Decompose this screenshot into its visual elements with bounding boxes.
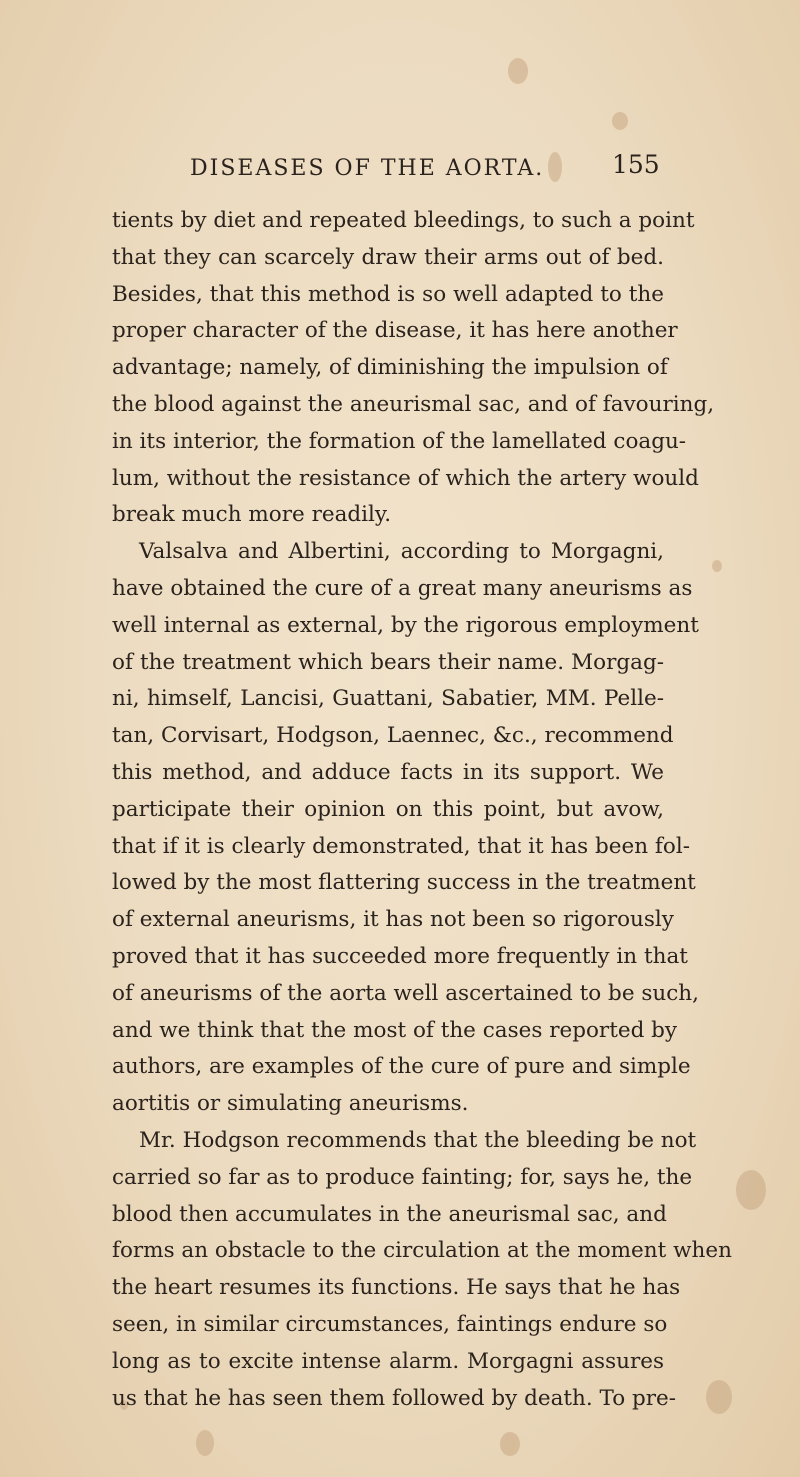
text-line: that they can scarcely draw their arms out of bed.: [112, 244, 664, 270]
foxing-spot: [712, 560, 722, 572]
text-line: of external aneurisms, it has not been so rigorously: [112, 907, 674, 933]
text-line: aortitis or simulating aneurisms.: [112, 1091, 469, 1117]
foxing-spot: [500, 1432, 520, 1456]
foxing-spot: [736, 1170, 766, 1210]
text-line: that if it is clearly demonstrated, that it has been fol-: [112, 833, 690, 859]
text-line: Besides, that this method is so well adapted to the: [112, 281, 664, 307]
text-line: advantage; namely, of diminishing the impulsion of: [112, 355, 668, 381]
text-line: tients by diet and repeated bleedings, to such a point: [112, 208, 695, 233]
text-line: lowed by the most flattering success in the treatment: [112, 870, 696, 896]
foxing-spot: [706, 1380, 732, 1414]
text-line: this method, and adduce facts in its support. We: [112, 759, 664, 785]
text-line: the blood against the aneurismal sac, and of favouring,: [112, 391, 715, 417]
text-line: ni, himself, Lancisi, Guattani, Sabatier, MM. Pelle-: [112, 686, 664, 712]
text-line: carried so far as to produce fainting; for, says he, the: [112, 1164, 693, 1190]
text-line: break much more readily.: [112, 502, 392, 528]
text-line: and we think that the most of the cases reported by: [112, 1017, 678, 1043]
text-line: have obtained the cure of a great many aneurisms as: [112, 575, 693, 601]
foxing-spot: [548, 152, 562, 182]
text-line: long as to excite intense alarm. Morgagni assures: [112, 1348, 664, 1374]
text-line: the heart resumes its functions. He says that he has: [112, 1275, 681, 1301]
text-line: in its interior, the formation of the lamellated coagu-: [112, 428, 687, 454]
text-line: Mr. Hodgson recommends that the bleeding be not: [139, 1127, 697, 1153]
text-line: well internal as external, by the rigorous employment: [112, 612, 699, 638]
foxing-spot: [612, 112, 628, 130]
text-line: lum, without the resistance of which the artery would: [112, 465, 699, 491]
text-line: Valsalva and Albertini, according to Morgagni,: [139, 539, 664, 565]
text-line: of aneurisms of the aorta well ascertained to be such,: [112, 980, 699, 1006]
text-line: of the treatment which bears their name. Morgag-: [112, 649, 664, 675]
running-title: DISEASES OF THE AORTA.: [190, 156, 545, 181]
body-text: [112, 203, 732, 1417]
text-line: forms an obstacle to the circulation at the moment when: [112, 1238, 732, 1264]
text-line: us that he has seen them followed by death. To pre-: [112, 1385, 677, 1411]
text-line: blood then accumulates in the aneurismal sac, and: [112, 1201, 667, 1227]
text-line: authors, are examples of the cure of pure and simple: [112, 1054, 691, 1080]
text-line: proper character of the disease, it has here another: [112, 318, 678, 344]
page-number: 155: [612, 150, 660, 179]
foxing-spot: [508, 58, 528, 84]
text-line: proved that it has succeeded more frequently in that: [112, 943, 688, 969]
foxing-spot: [196, 1430, 214, 1456]
text-line: participate their opinion on this point, but avow,: [112, 796, 664, 822]
text-line: seen, in similar circumstances, faintings endure so: [112, 1311, 668, 1337]
text-line: tan, Corvisart, Hodgson, Laennec, &c., recommend: [112, 723, 674, 749]
